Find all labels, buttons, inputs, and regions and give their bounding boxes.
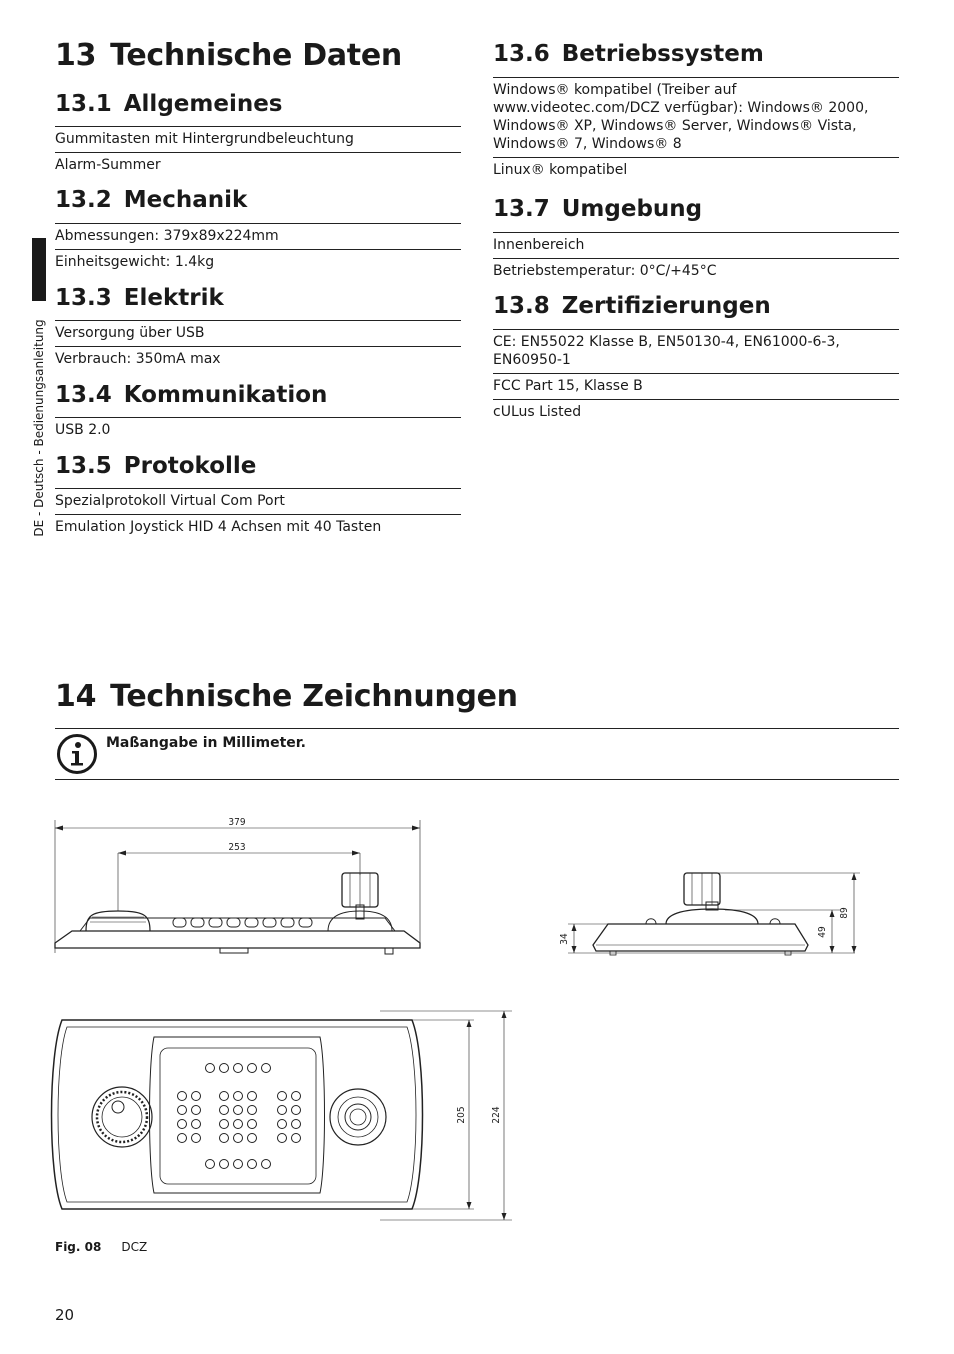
subsection-heading-zertifizierungen bbox=[493, 293, 771, 319]
sidebar-marker bbox=[32, 238, 46, 301]
side-view bbox=[559, 873, 860, 955]
spec-row: Innenbereich bbox=[493, 233, 899, 259]
spec-row: CE: EN55022 Klasse B, EN50130-4, EN61000-6-3, EN60950-1 bbox=[493, 330, 899, 374]
subsection-title: Protokolle bbox=[123, 453, 257, 479]
spec-row: Emulation Joystick HID 4 Achsen mit 40 Tasten bbox=[55, 519, 382, 535]
subsection-heading-kommunikation bbox=[55, 382, 327, 408]
section-13-heading bbox=[55, 38, 402, 73]
dim-height-body: 34 bbox=[559, 933, 570, 945]
subsection-number: 13.4 bbox=[55, 382, 112, 408]
dim-height-mid: 49 bbox=[817, 926, 828, 938]
spec-row: Linux® kompatibel bbox=[493, 162, 628, 178]
spec-row: Versorgung über USB bbox=[55, 321, 461, 347]
top-view bbox=[52, 1011, 513, 1220]
subsection-heading-elektrik bbox=[55, 285, 224, 311]
note-text: Maßangabe in Millimeter. bbox=[106, 735, 306, 751]
figure-caption bbox=[55, 1240, 147, 1254]
section-title: Technische Zeichnungen bbox=[110, 679, 518, 714]
spec-table-umgebung bbox=[493, 232, 899, 284]
dim-height-total: 89 bbox=[839, 907, 850, 919]
spec-table-kommunikation bbox=[55, 417, 461, 443]
spec-row: Betriebstemperatur: 0°C/+45°C bbox=[493, 263, 717, 279]
subsection-number: 13.6 bbox=[493, 41, 550, 67]
spec-row: cULus Listed bbox=[493, 404, 582, 420]
section-number: 14 bbox=[55, 679, 97, 714]
spec-row: Alarm-Summer bbox=[55, 157, 161, 173]
spec-table-zertifizierungen bbox=[493, 329, 899, 425]
subsection-heading-allgemeines bbox=[55, 91, 283, 117]
spec-table-betriebssystem bbox=[493, 77, 899, 183]
spec-table-protokolle bbox=[55, 488, 461, 540]
subsection-number: 13.8 bbox=[493, 293, 550, 319]
figure-label: Fig. 08 bbox=[55, 1240, 102, 1254]
subsection-title: Betriebssystem bbox=[561, 41, 764, 67]
spec-row: FCC Part 15, Klasse B bbox=[493, 374, 899, 400]
subsection-heading-mechanik bbox=[55, 187, 247, 213]
front-view bbox=[55, 817, 420, 954]
dim-depth-inner: 205 bbox=[456, 1106, 467, 1124]
subsection-heading-protokolle bbox=[55, 453, 256, 479]
figure-caption-text: DCZ bbox=[121, 1240, 148, 1254]
subsection-number: 13.3 bbox=[55, 285, 112, 311]
spec-row: Spezialprotokoll Virtual Com Port bbox=[55, 489, 461, 515]
subsection-title: Zertifizierungen bbox=[561, 293, 771, 319]
spec-row: Windows® kompatibel (Treiber auf www.videotec.com/DCZ verfügbar): Windows® 2000, Windows® XP, Windows® Server, Windows® Vista, Windows® 7, Windows® 8 bbox=[493, 78, 899, 158]
spec-table-elektrik bbox=[55, 320, 461, 372]
dim-depth-total: 224 bbox=[491, 1106, 502, 1124]
language-side-label: DE - Deutsch - Bedienungsanleitung bbox=[32, 319, 46, 537]
info-icon bbox=[56, 733, 98, 775]
page-number: 20 bbox=[55, 1306, 75, 1324]
subsection-title: Allgemeines bbox=[123, 91, 283, 117]
subsection-number: 13.7 bbox=[493, 196, 550, 222]
dim-joystick-offset: 253 bbox=[228, 842, 246, 853]
subsection-number: 13.5 bbox=[55, 453, 112, 479]
spec-table-allgemeines bbox=[55, 126, 461, 178]
subsection-heading-umgebung bbox=[493, 196, 702, 222]
section-number: 13 bbox=[55, 38, 97, 73]
spec-table-mechanik bbox=[55, 223, 461, 275]
subsection-title: Kommunikation bbox=[123, 382, 328, 408]
subsection-title: Elektrik bbox=[123, 285, 224, 311]
subsection-number: 13.1 bbox=[55, 91, 112, 117]
subsection-heading-betriebssystem bbox=[493, 41, 764, 67]
spec-row: Abmessungen: 379x89x224mm bbox=[55, 224, 461, 250]
subsection-title: Umgebung bbox=[561, 196, 703, 222]
dim-width: 379 bbox=[228, 817, 246, 828]
spec-row: USB 2.0 bbox=[55, 422, 111, 438]
section-title: Technische Daten bbox=[110, 38, 402, 73]
spec-row: Gummitasten mit Hintergrundbeleuchtung bbox=[55, 127, 461, 153]
subsection-number: 13.2 bbox=[55, 187, 112, 213]
section-14-heading bbox=[55, 679, 518, 714]
subsection-title: Mechanik bbox=[123, 187, 248, 213]
technical-drawing bbox=[40, 805, 880, 1235]
spec-row: Verbrauch: 350mA max bbox=[55, 351, 221, 367]
spec-row: Einheitsgewicht: 1.4kg bbox=[55, 254, 215, 270]
info-note bbox=[55, 728, 899, 780]
